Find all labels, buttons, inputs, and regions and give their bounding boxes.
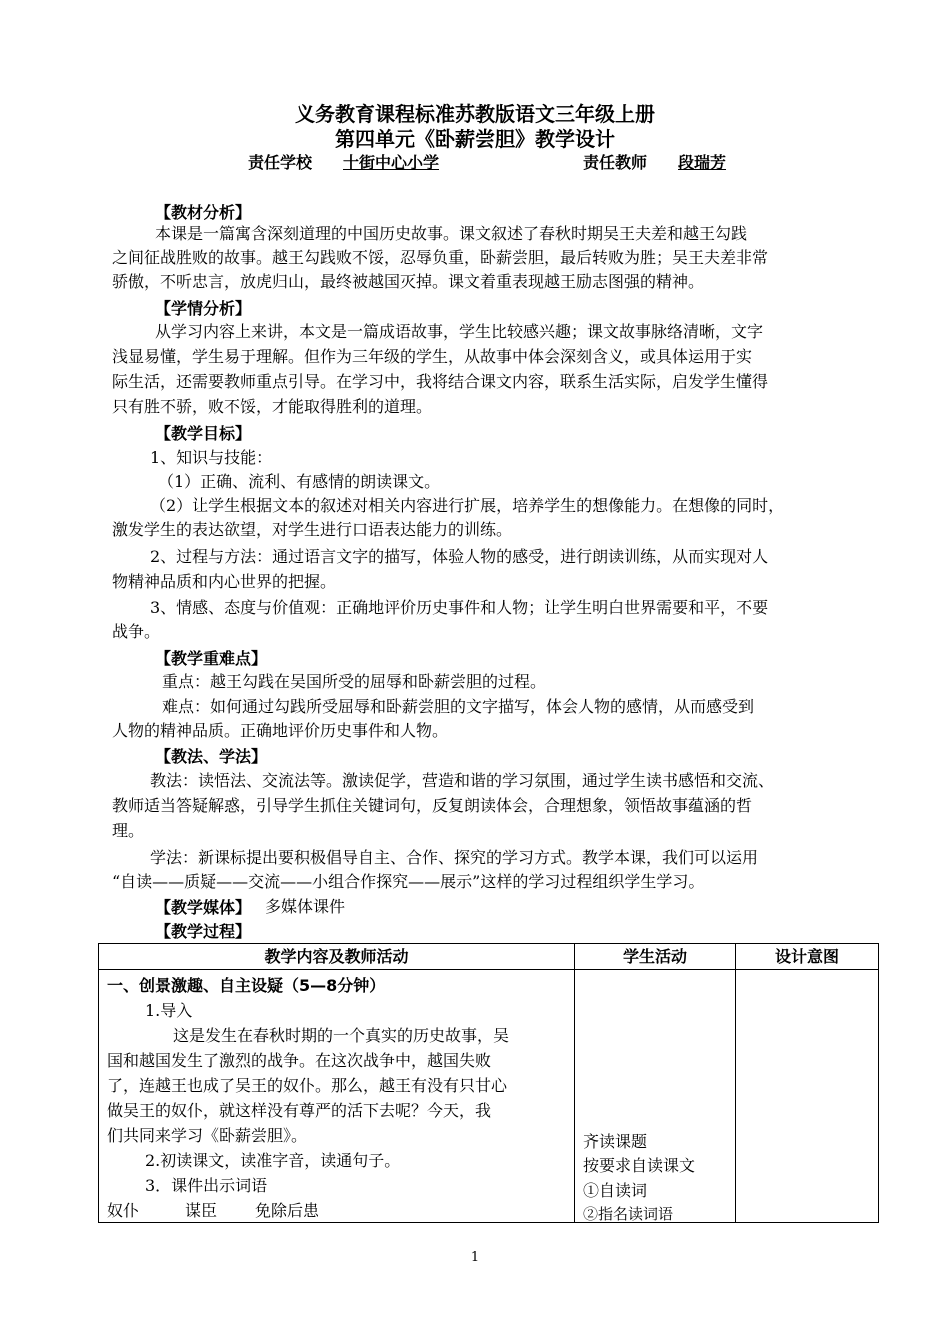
table-header-row <box>99 944 879 970</box>
step-item: 3．课件出示词语 <box>145 1176 268 1195</box>
method-line: 教法：读悟法、交流法等。激读促学，营造和谐的学习氛围，通过学生读书感悟和交流、 <box>150 771 775 790</box>
teacher-label: 责任教师 <box>583 153 648 172</box>
vocab-word: 奴仆 <box>107 1201 140 1220</box>
media-heading: 【教学媒体】 <box>155 898 252 917</box>
goals-line: 2、过程与方法：通过语言文字的描写，体验人物的感受，进行朗读训练，从而实现对人 <box>150 547 769 566</box>
goals-line: 1、知识与技能： <box>150 448 273 467</box>
media-text: 多媒体课件 <box>265 897 346 916</box>
step-item: 1.导入 <box>145 1001 193 1020</box>
material-line: 之间征战胜败的故事。越王勾践败不馁，忍辱负重，卧薪尝胆，最后转败为胜；吴王夫差非常 <box>112 248 769 267</box>
step-item: 2.初读课文，读准字音，读通句子。 <box>145 1151 401 1170</box>
goals-line: （1）正确、流利、有感情的朗读课文。 <box>158 472 441 491</box>
doc-subtitle: 第四单元《卧薪尝胆》教学设计 <box>335 127 615 151</box>
method-line: 教师适当答疑解惑，引导学生抓住关键词句，反复朗读体会，合理想象，领悟故事蕴涵的哲 <box>112 796 753 815</box>
step-text: 了，连越王也成了吴王的奴仆。那么，越王有没有只甘心 <box>107 1076 508 1095</box>
goals-line: 物精神品质和内心世界的把握。 <box>112 572 337 591</box>
vocab-word: 谋臣 <box>185 1201 218 1220</box>
step-text: 们共同来学习《卧薪尝胆》。 <box>107 1126 308 1145</box>
student-activity: ②指名读词语 <box>583 1205 674 1223</box>
student-activity: 按要求自读课文 <box>583 1156 696 1175</box>
student-line: 只有胜不骄，败不馁，才能取得胜利的道理。 <box>112 397 433 416</box>
step-heading: 一、创景激趣、自主设疑（5—8分钟） <box>107 976 386 995</box>
table-header: 学生活动 <box>575 944 736 970</box>
student-activity: 齐读课题 <box>583 1132 648 1151</box>
method-line: “自读——质疑——交流——小组合作探究——展示”这样的学习过程组织学生学习。 <box>112 872 705 891</box>
student-line: 际生活，还需要教师重点引导。在学习中，我将结合课文内容，联系生活实际，启发学生懂得 <box>112 372 769 391</box>
teacher-name: 段瑞芳 <box>678 153 727 172</box>
design-intent-cell <box>736 970 879 1223</box>
vocab-word: 免除后患 <box>255 1201 320 1220</box>
page-number: 1 <box>470 1250 480 1265</box>
step-text: 国和越国发生了激烈的战争。在这次战争中，越国失败 <box>107 1051 492 1070</box>
goals-line: 3、情感、态度与价值观：正确地评价历史事件和人物；让学生明白世界需要和平，不要 <box>150 598 769 617</box>
key-line: 难点：如何通过勾践所受屈辱和卧薪尝胆的文字描写，体会人物的感情，从而感受到 <box>162 697 755 716</box>
step-text: 做吴王的奴仆，就这样没有尊严的活下去呢？今天，我 <box>107 1101 492 1120</box>
student-line: 浅显易懂，学生易于理解。但作为三年级的学生，从故事中体会深刻含义，或具体运用于实 <box>112 347 753 366</box>
method-heading: 【教法、学法】 <box>155 747 268 766</box>
key-line: 人物的精神品质。正确地评价历史事件和人物。 <box>112 721 449 740</box>
process-table <box>98 943 879 1223</box>
key-heading: 【教学重难点】 <box>155 649 268 668</box>
table-header: 设计意图 <box>736 944 879 970</box>
goals-line: 激发学生的表达欲望，对学生进行口语表达能力的训练。 <box>112 520 513 539</box>
table-header: 教学内容及教师活动 <box>99 944 575 970</box>
method-line: 理。 <box>112 821 145 840</box>
student-line: 从学习内容上来讲，本文是一篇成语故事，学生比较感兴趣；课文故事脉络清晰，文字 <box>155 322 764 341</box>
key-line: 重点：越王勾践在吴国所受的屈辱和卧薪尝胆的过程。 <box>162 672 547 691</box>
teacher-activity-cell <box>99 970 575 1223</box>
table-row <box>99 970 879 1223</box>
student-activity-cell <box>575 970 736 1223</box>
school-name: 十街中心小学 <box>343 153 440 172</box>
goals-line: 战争。 <box>112 622 161 641</box>
doc-title: 义务教育课程标准苏教版语文三年级上册 <box>295 102 655 126</box>
student-activity: ①自读词 <box>583 1181 648 1200</box>
process-heading: 【教学过程】 <box>155 922 252 941</box>
goals-line: （2）让学生根据文本的叙述对相关内容进行扩展，培养学生的想像能力。在想像的同时， <box>150 496 785 515</box>
step-text: 这是发生在春秋时期的一个真实的历史故事，吴 <box>173 1026 510 1045</box>
method-line: 学法：新课标提出要积极倡导自主、合作、探究的学习方式。教学本课，我们可以运用 <box>150 848 759 867</box>
school-label: 责任学校 <box>248 153 313 172</box>
material-heading: 【教材分析】 <box>155 203 252 222</box>
student-heading: 【学情分析】 <box>155 299 252 318</box>
material-line: 本课是一篇寓含深刻道理的中国历史故事。课文叙述了春秋时期吴王夫差和越王勾践 <box>155 224 748 243</box>
goals-heading: 【教学目标】 <box>155 424 252 443</box>
material-line: 骄傲，不听忠言，放虎归山，最终被越国灭掉。课文着重表现越王励志图强的精神。 <box>112 272 705 291</box>
